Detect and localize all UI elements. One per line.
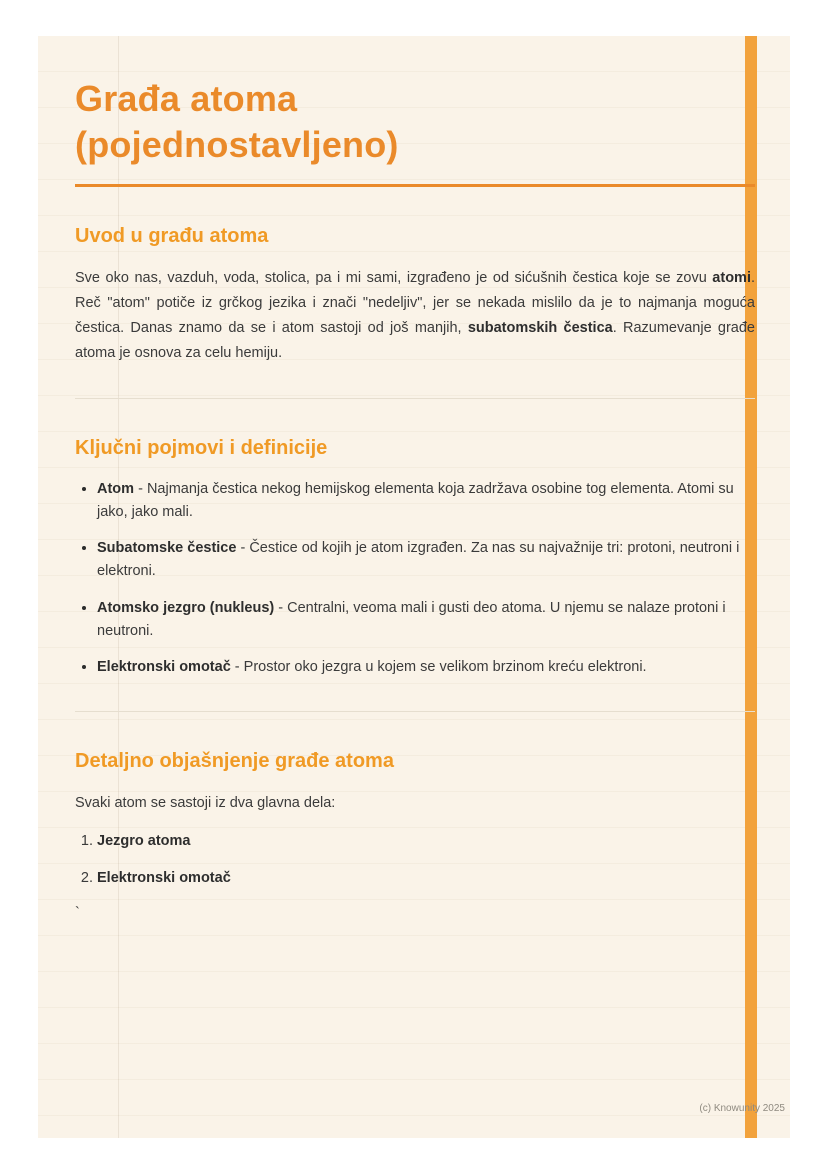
list-item (97, 597, 755, 643)
list-item (97, 537, 755, 583)
title-underline-rule (75, 184, 755, 187)
section-heading-intro: Uvod u građu atoma (75, 225, 269, 248)
page-title-line2: (pojednostavljeno) (75, 124, 399, 166)
term-description: - Najmanja čestica nekog hemijskog elementa koja zadržava osobine tog elementa. Atomi su jako, jako mali. (97, 480, 734, 521)
page-title (75, 76, 755, 168)
list-item (97, 830, 755, 853)
key-terms-list (75, 478, 755, 679)
detail-lead-paragraph: Svaki atom se sastoji iz dva glavna dela: (75, 795, 336, 812)
term-description: - Centralni, veoma mali i gusti deo atoma. U njemu se nalaze protoni i neutroni. (97, 599, 726, 639)
page-title-line1: Građa atoma (75, 78, 298, 119)
intro-bold-term: subatomskih čestica (467, 320, 613, 337)
term-label: Subatomske čestice (97, 540, 237, 557)
intro-paragraph (75, 266, 755, 366)
term-description: - Čestice od kojih je atom izgrađen. Za nas su najvažnije tri: protoni, neutroni i elektroni. (97, 540, 740, 580)
stray-backtick: ` (75, 904, 80, 921)
numbered-item-label: Jezgro atoma (97, 833, 191, 850)
term-label: Atomsko jezgro (nukleus) (97, 599, 275, 616)
list-item (97, 478, 755, 524)
copyright-footer: (c) Knowunity 2025 (699, 1103, 785, 1114)
section-heading-detail: Detaljno objašnjenje građe atoma (75, 750, 394, 773)
term-label: Atom (97, 480, 135, 497)
numbered-item-label: Elektronski omotač (97, 870, 231, 887)
section-heading-key-terms: Ključni pojmovi i definicije (75, 436, 328, 459)
document-page (38, 36, 790, 1138)
intro-text-segment: Sve oko nas, vazduh, voda, stolica, pa i mi sami, izgrađeno je od sićušnih čestica koje se zovu (75, 270, 713, 287)
intro-text-segment: . Razumevanje građe atoma je osnova za celu hemiju. (75, 320, 755, 361)
document-content (38, 36, 790, 921)
intro-text-segment: . Reč "atom" potiče iz grčkog jezika i znači "nedeljiv", jer se nekada mislilo da je to najmanja moguća čestica. Danas znamo da se i atom sastoji od još manjih, (75, 270, 755, 337)
term-label: Elektronski omotač (97, 659, 231, 676)
section-divider (75, 711, 755, 712)
term-description: - Prostor oko jezgra u kojem se velikom brzinom kreću elektroni. (230, 659, 647, 676)
list-item (97, 867, 755, 890)
atom-parts-list (75, 830, 755, 890)
list-item (97, 656, 755, 679)
section-divider (75, 398, 755, 399)
intro-bold-term: atomi (712, 270, 751, 287)
